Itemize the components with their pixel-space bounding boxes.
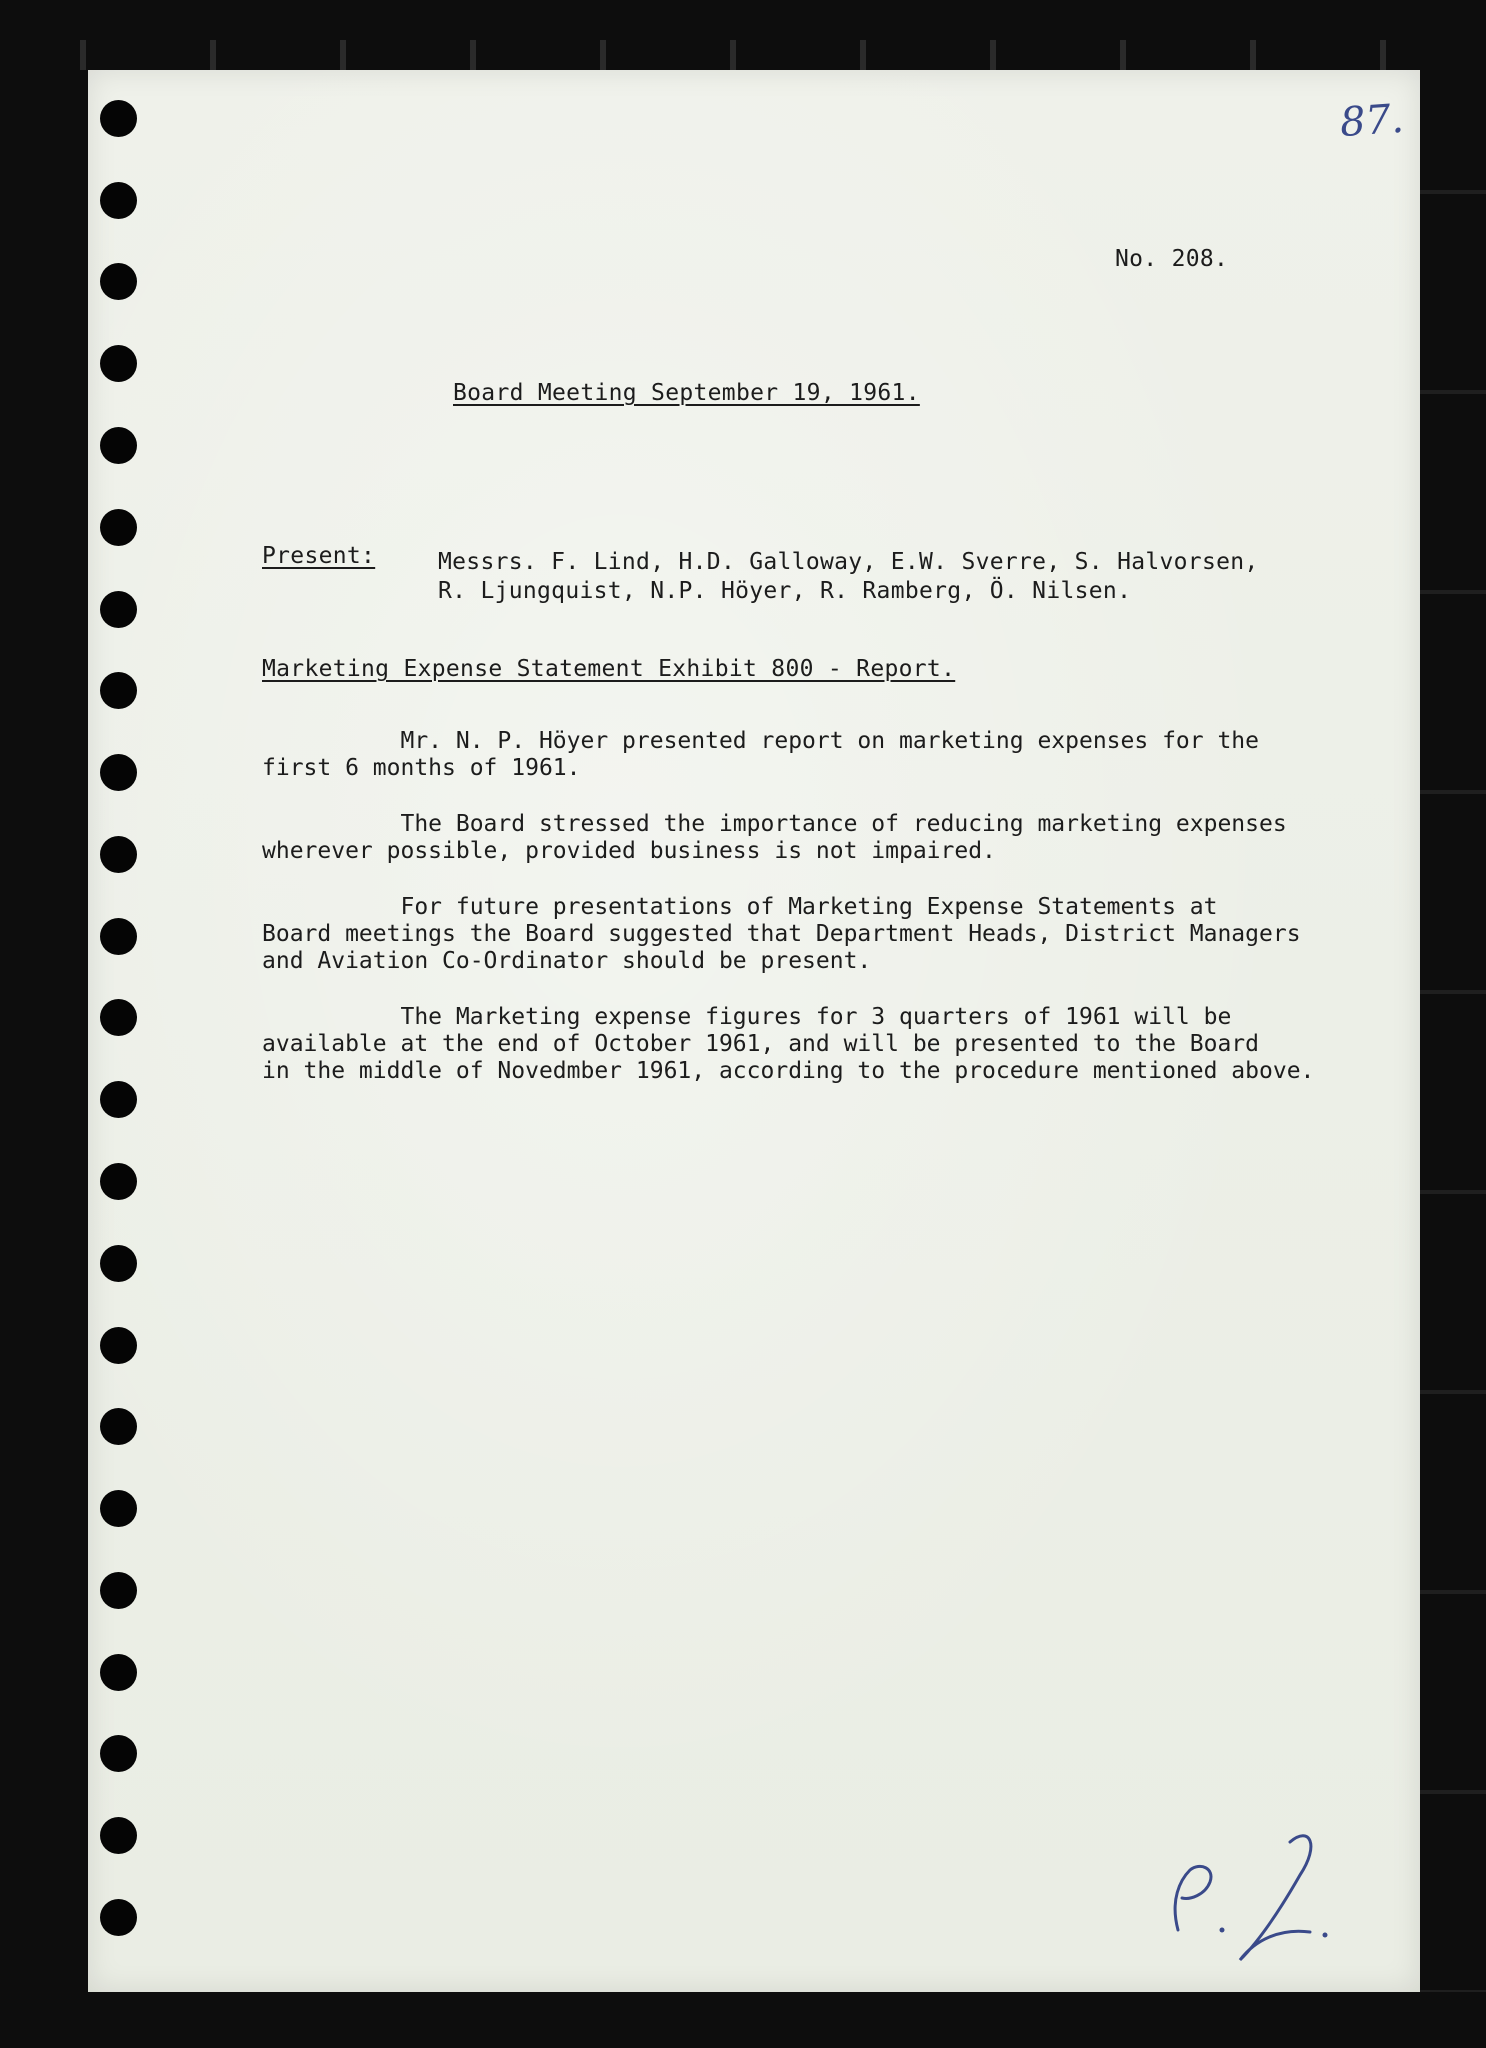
punch-hole: [100, 427, 137, 464]
punch-hole: [100, 754, 137, 791]
handwritten-page-number: 87.: [1338, 95, 1406, 147]
meeting-title: Board Meeting September 19, 1961.: [453, 380, 920, 406]
punch-hole: [100, 1572, 137, 1609]
right-binding-edge: [1420, 70, 1486, 1992]
punch-hole: [100, 1081, 137, 1118]
present-names-line-2: R. Ljungquist, N.P. Höyer, R. Ramberg, Ö. Nilsen.: [438, 578, 1132, 604]
paragraph-line: Mr. N. P. Höyer presented report on marketing expenses for the: [262, 728, 1259, 754]
paragraph-4: [262, 1004, 1342, 1085]
paragraph-1: [262, 728, 1342, 782]
paragraph-line: wherever possible, provided business is not impaired.: [262, 838, 996, 864]
paragraph-line: For future presentations of Marketing Expense Statements at: [262, 894, 1218, 920]
present-label: Present:: [262, 543, 376, 569]
punch-hole: [100, 182, 137, 219]
paragraph-line: first 6 months of 1961.: [262, 755, 581, 781]
paragraph-line: in the middle of Novedmber 1961, according to the procedure mentioned above.: [262, 1058, 1315, 1084]
punch-hole: [100, 672, 137, 709]
punch-hole: [100, 1490, 137, 1527]
punch-hole: [100, 1654, 137, 1691]
paragraph-2: [262, 811, 1342, 865]
punch-hole: [100, 999, 137, 1036]
punch-hole: [100, 345, 137, 382]
punch-hole: [100, 1327, 137, 1364]
punch-hole: [100, 509, 137, 546]
meeting-number: No. 208.: [1115, 246, 1229, 272]
punch-hole: [100, 1817, 137, 1854]
punch-hole: [100, 1245, 137, 1282]
punch-hole: [100, 1735, 137, 1772]
punch-hole: [100, 1408, 137, 1445]
handwritten-signature-initials: [1160, 1820, 1360, 1970]
paragraph-line: Board meetings the Board suggested that Department Heads, District Managers: [262, 921, 1301, 947]
punch-hole: [100, 263, 137, 300]
paragraph-3: [262, 894, 1342, 975]
punch-hole: [100, 100, 137, 137]
punch-hole: [100, 836, 137, 873]
punch-hole: [100, 1163, 137, 1200]
punch-hole: [100, 1899, 137, 1936]
top-binding-strip: [0, 40, 1486, 70]
paragraph-line: The Board stressed the importance of reducing marketing expenses: [262, 811, 1287, 837]
punch-hole: [100, 918, 137, 955]
paragraph-line: The Marketing expense figures for 3 quarters of 1961 will be: [262, 1004, 1232, 1030]
punch-hole: [100, 591, 137, 628]
paragraph-line: available at the end of October 1961, and will be presented to the Board: [262, 1031, 1259, 1057]
paragraph-line: and Aviation Co-Ordinator should be present.: [262, 948, 872, 974]
present-names-line-1: Messrs. F. Lind, H.D. Galloway, E.W. Sverre, S. Halvorsen,: [438, 549, 1259, 575]
section-heading: Marketing Expense Statement Exhibit 800 - Report.: [262, 656, 956, 682]
